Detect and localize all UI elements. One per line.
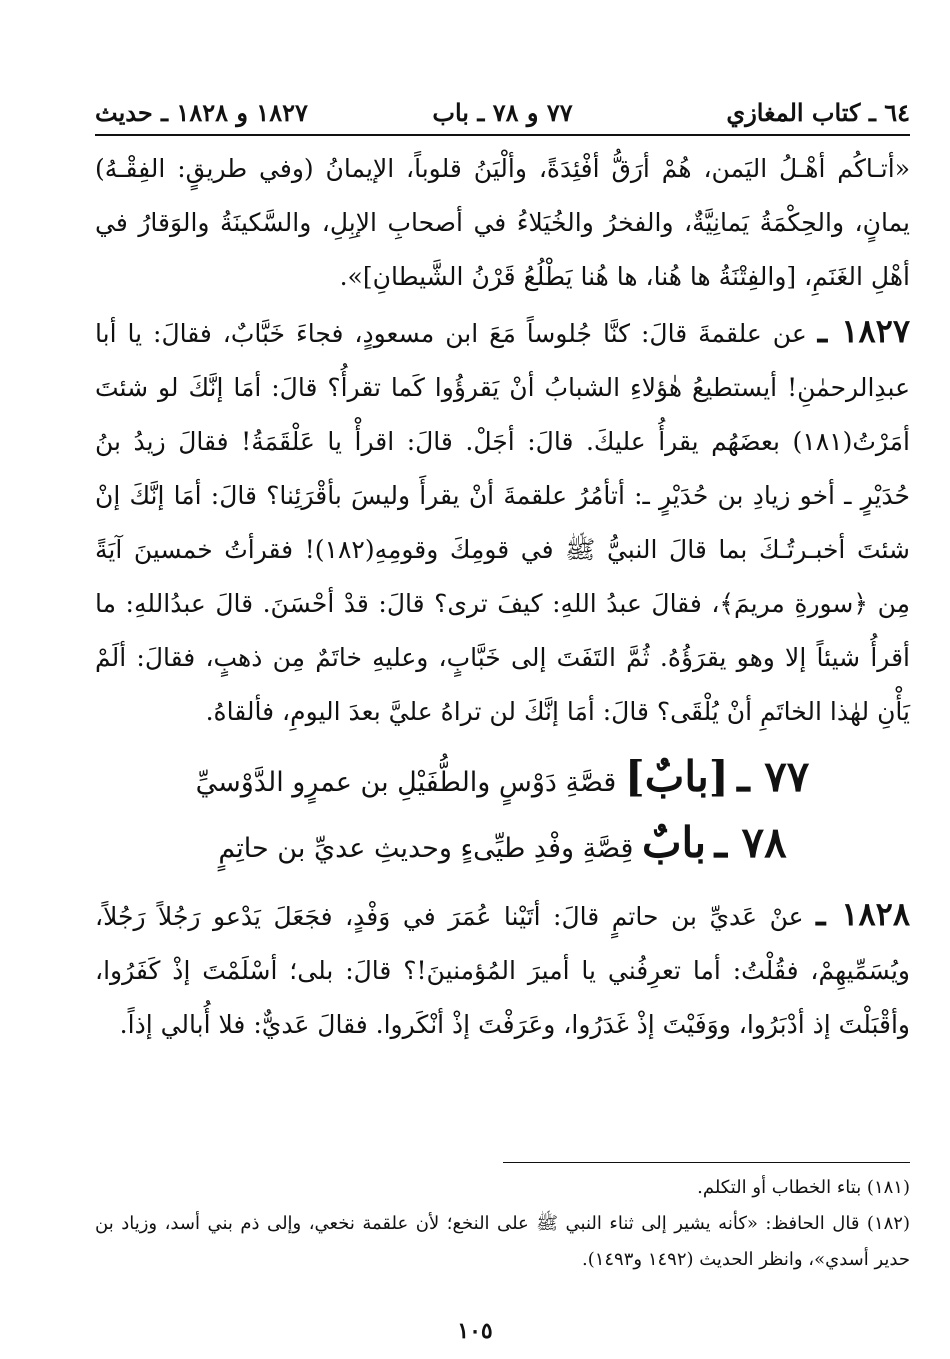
header-hadith-range: ١٨٢٧ و ١٨٢٨ ـ حديث	[95, 98, 308, 127]
header-book-title: ٦٤ ـ كتاب المغازي	[726, 98, 910, 127]
footnote-rule	[503, 1162, 910, 1163]
chapter-bab: بابٌ	[641, 818, 707, 867]
chapter-title: قِصَّةِ وفْدِ طيِّىءٍ وحديثِ عديِّ بن حاتِمٍ	[218, 833, 634, 864]
footnote-181: (١٨١) بتاء الخطاب أو التكلم.	[697, 1177, 910, 1198]
chapter-78-heading	[95, 813, 910, 879]
main-text	[95, 142, 910, 1052]
footnote-182: (١٨٢) قال الحافظ: «كأنه يشير إلى ثناء النبي ﷺ على النخع؛ لأن علقمة نخعي، وإلى ذم بني أسد، وزياد بن حدير أسدي»، وانظر الحديث (١٤٩٢ و١٤٩٣).	[95, 1213, 910, 1270]
page-number: ١٠٥	[457, 1318, 493, 1344]
chapter-bab: [بابٌ]	[624, 752, 729, 801]
hadith-number: ١٨٢٧ ـ	[817, 312, 911, 350]
hadith-text: عنْ عَديِّ بن حاتمٍ قالَ: أتَيْنا عُمَرَ في وَفْدٍ، فجَعَلَ يَدْعو رَجُلاً رَجُلاً، ويُسَمِّيهِمْ، فقُلْتُ: أما تعرِفُني يا أميرَ المُؤمنينَ!؟ قالَ: بلى؛ أسْلَمْتَ إذْ كَفَرُوا، وأقْبَلْتَ إذ أدْبَرُوا، ووَفَيْتَ إذْ غَدَرُوا، وعَرَفْتَ إذْ أنْكَروا. فقالَ عَديٌّ: فلا أُبالي إذاً.	[95, 902, 910, 1039]
hadith-text: عن علقمةَ قالَ: كنَّا جُلوساً مَعَ ابن مسعودٍ، فجاءَ خَبَّابٌ، فقالَ: يا أبا عبدِالرحمٰنِ! أيستطيعُ هٰؤلاءِ الشبابُ أنْ يَقرؤُوا كَما تقرأُ؟ قالَ: أمَا إنَّكَ لو شئتَ أمَرْتُ(١٨١) بعضَهُم يقرأُ عليكَ. قالَ: أجَلْ. قالَ: اقرأْ يا عَلْقَمَةُ! فقالَ زيدُ بنُ حُدَيْرٍ ـ أخو زيادِ بن حُدَيْرٍ ـ: أتأمُرُ علقمةَ أنْ يقرأَ وليسَ بأقْرَئِنا؟ قالَ: أمَا إنَّكَ إنْ شئتَ أخبـرتُـكَ بما قالَ النبيُّ ﷺ في قومِكَ وقومِهِ(١٨٢)! فقرأتُ خمسينَ آيَةً مِن ﴿سورةِ مريمَ﴾، فقالَ عبدُ اللهِ: كيفَ ترى؟ قالَ: قدْ أحْسَنَ. قالَ عبدُاللهِ: ما أقرأُ شيئاً إلا وهو يقرَؤُهُ. ثُمَّ التَفَتَ إلى خَبَّابٍ، وعليهِ خاتَمٌ مِن ذهبٍ، فقالَ: ألَمْ يَأْنِ لهٰذا الخاتَمِ أنْ يُلْقَى؟ قالَ: أمَا إنَّكَ لن تراهُ عليَّ بعدَ اليومِ، فألقاهُ.	[95, 319, 911, 726]
chapter-77-heading	[95, 747, 910, 813]
header-chapter: ٧٧ و ٧٨ ـ باب	[432, 98, 573, 127]
hadith-number: ١٨٢٨ ـ	[816, 895, 910, 933]
hadith-1827	[95, 304, 910, 739]
intro-paragraph: «أتـاكُم أهْـلُ اليَمن، هُمْ أرَقُّ أفْئِدَةً، وألْيَنُ قلوباً، الإيمانُ (وفي طريقٍ: الفِقْـهُ) يمانٍ، والحِكْمَةُ يَمانِيَّةٌ، والفخرُ والخُيَلاءُ في أصحابِ الإبِلِ، والسَّكينَةُ والوَقارُ في أهْلِ الغَنَمِ، [والفِتْنَةُ ها هُنا، ها هُنا يَطْلُعُ قَرْنُ الشَّيطانِ]».	[95, 154, 910, 291]
running-header	[95, 92, 910, 132]
hadith-1828	[95, 887, 910, 1052]
footnotes	[95, 1170, 910, 1278]
chapter-title: قصَّةِ دَوْسٍ والطُّفَيْلِ بن عمرٍو الدَّوْسيِّ	[195, 767, 617, 798]
chapter-number: ٧٧ ـ	[737, 752, 810, 801]
chapter-number: ٧٨ ـ	[714, 818, 787, 867]
header-rule	[95, 134, 910, 136]
